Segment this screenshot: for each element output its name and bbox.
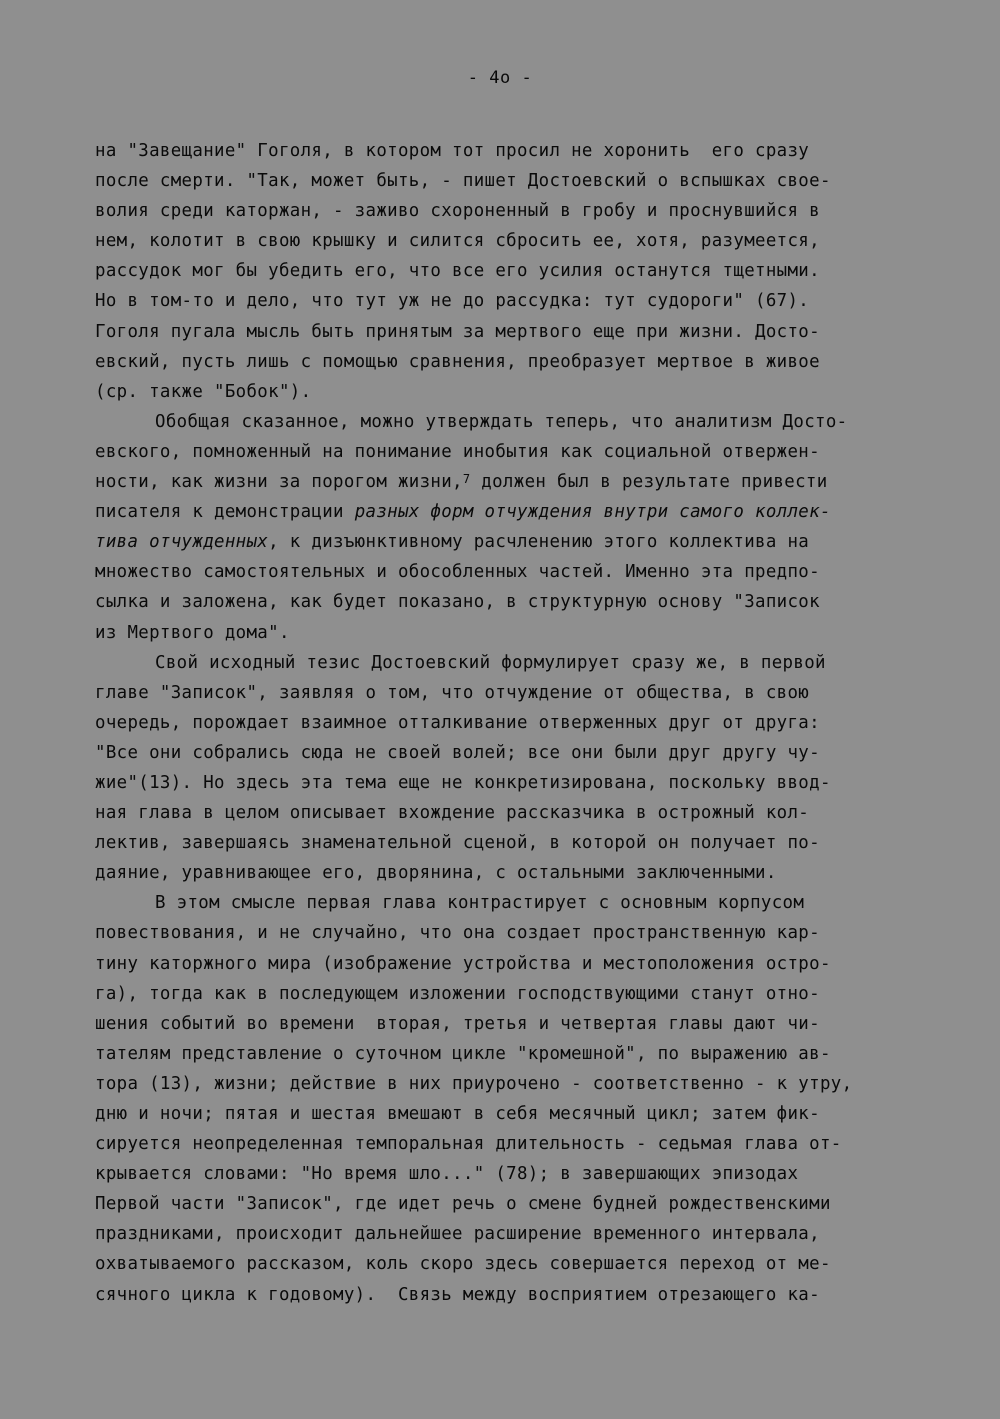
text-line: праздниками, происходит дальнейшее расширение временного интервала, <box>95 1224 820 1245</box>
text-line: после смерти. "Так, может быть, - пишет Достоевский о вспышках свое- <box>95 171 831 192</box>
text-line: тателям представление о суточном цикле "кромешной", по выражению ав- <box>95 1043 831 1064</box>
italic-emphasis: тива отчужденных <box>95 532 269 553</box>
text-line: (ср. также "Бобок"). <box>95 381 312 402</box>
body-text <box>95 136 925 1310</box>
text-line: сируется неопределенная темпоральная длительность - седьмая глава от- <box>95 1134 842 1155</box>
text-line: лектив, завершаясь знаменательной сценой, в которой он получает по- <box>95 833 820 854</box>
text-line: рассудок мог бы убедить его, что все его усилия останутся тщетными. <box>95 261 820 282</box>
text-line <box>95 497 925 527</box>
text-line: Первой части "Записок", где идет речь о смене будней рождественскими <box>95 1194 831 1215</box>
text-line: шения событий во времени вторая, третья и четвертая главы дают чи- <box>95 1013 820 1034</box>
page-number: - 4o - <box>467 68 533 88</box>
text-line: сячного цикла к годовому). Связь между восприятием отрезающего ка- <box>95 1284 820 1305</box>
text-line: тину каторжного мира (изображение устройства и местоположения остро- <box>95 953 831 974</box>
text-segment: , к дизъюнктивному расчленению этого коллектива на <box>268 532 810 553</box>
text-line: даяние, уравнивающее его, дворянина, с остальными заключенными. <box>95 863 777 884</box>
text-line <box>95 467 925 497</box>
text-line: повествования, и не случайно, что она создает пространственную кар- <box>95 923 820 944</box>
text-line: охватываемого рассказом, коль скоро здесь совершается переход от ме- <box>95 1254 831 1275</box>
text-line: ная глава в целом описывает вхождение рассказчика в острожный кол- <box>95 803 810 824</box>
text-line: очередь, порождает взаимное отталкивание отверженных друг от друга: <box>95 712 820 733</box>
text-line: "Все они собрались сюда не своей волей; все они были друг другу чу- <box>95 742 820 763</box>
text-line: жие"(13). Но здесь эта тема еще не конкретизирована, поскольку ввод- <box>95 772 831 793</box>
text-line: сылка и заложена, как будет показано, в структурную основу "Записок <box>95 592 820 613</box>
text-line: Гоголя пугала мысль быть принятым за мертвого еще при жизни. Досто- <box>95 321 820 342</box>
text-line: Обобщая сказанное, можно утверждать теперь, что аналитизм Досто- <box>155 411 848 432</box>
italic-emphasis: разных форм отчуждения внутри самого коллек- <box>354 502 831 523</box>
text-line: тора (13), жизни; действие в них приурочено - соответственно - к утру, <box>95 1073 853 1094</box>
footnote-marker: 7 <box>462 472 471 487</box>
text-line: множество самостоятельных и обособленных частей. Именно эта предпо- <box>95 562 820 583</box>
text-line: крывается словами: "Но время шло..." (78); в завершающих эпизодах <box>95 1164 799 1185</box>
text-line: В этом смысле первая глава контрастирует с основным корпусом <box>155 893 805 914</box>
text-line: евский, пусть лишь с помощью сравнения, преобразует мертвое в живое <box>95 351 820 372</box>
text-segment: писателя к демонстрации <box>95 502 355 523</box>
text-line: Но в том-то и дело, что тут уж не до рассудка: тут судороги" (67). <box>95 291 810 312</box>
text-line: дню и ночи; пятая и шестая вмешают в себя месячный цикл; затем фик- <box>95 1104 820 1124</box>
text-segment: ности, как жизни за порогом жизни, <box>95 472 463 493</box>
text-line: из Мертвого дома". <box>95 622 290 643</box>
text-line: волия среди каторжан, - заживо схороненный в гробу и проснувшийся в <box>95 201 820 222</box>
text-line: на "Завещание" Гоголя, в котором тот просил не хоронить его сразу <box>95 141 810 161</box>
text-segment: должен был в результате привести <box>470 472 828 493</box>
text-line <box>95 527 925 557</box>
text-line: Свой исходный тезис Достоевский формулирует сразу же, в первой <box>155 652 826 673</box>
text-line: евского, помноженный на понимание инобытия как социальной отвержен- <box>95 441 820 462</box>
text-line: нем, колотит в свою крышку и силится сбросить ее, хотя, разумеется, <box>95 231 820 252</box>
text-line: главе "Записок", заявляя о том, что отчуждение от общества, в свою <box>95 682 810 703</box>
text-line: га), тогда как в последующем изложении господствующими станут отно- <box>95 983 820 1004</box>
